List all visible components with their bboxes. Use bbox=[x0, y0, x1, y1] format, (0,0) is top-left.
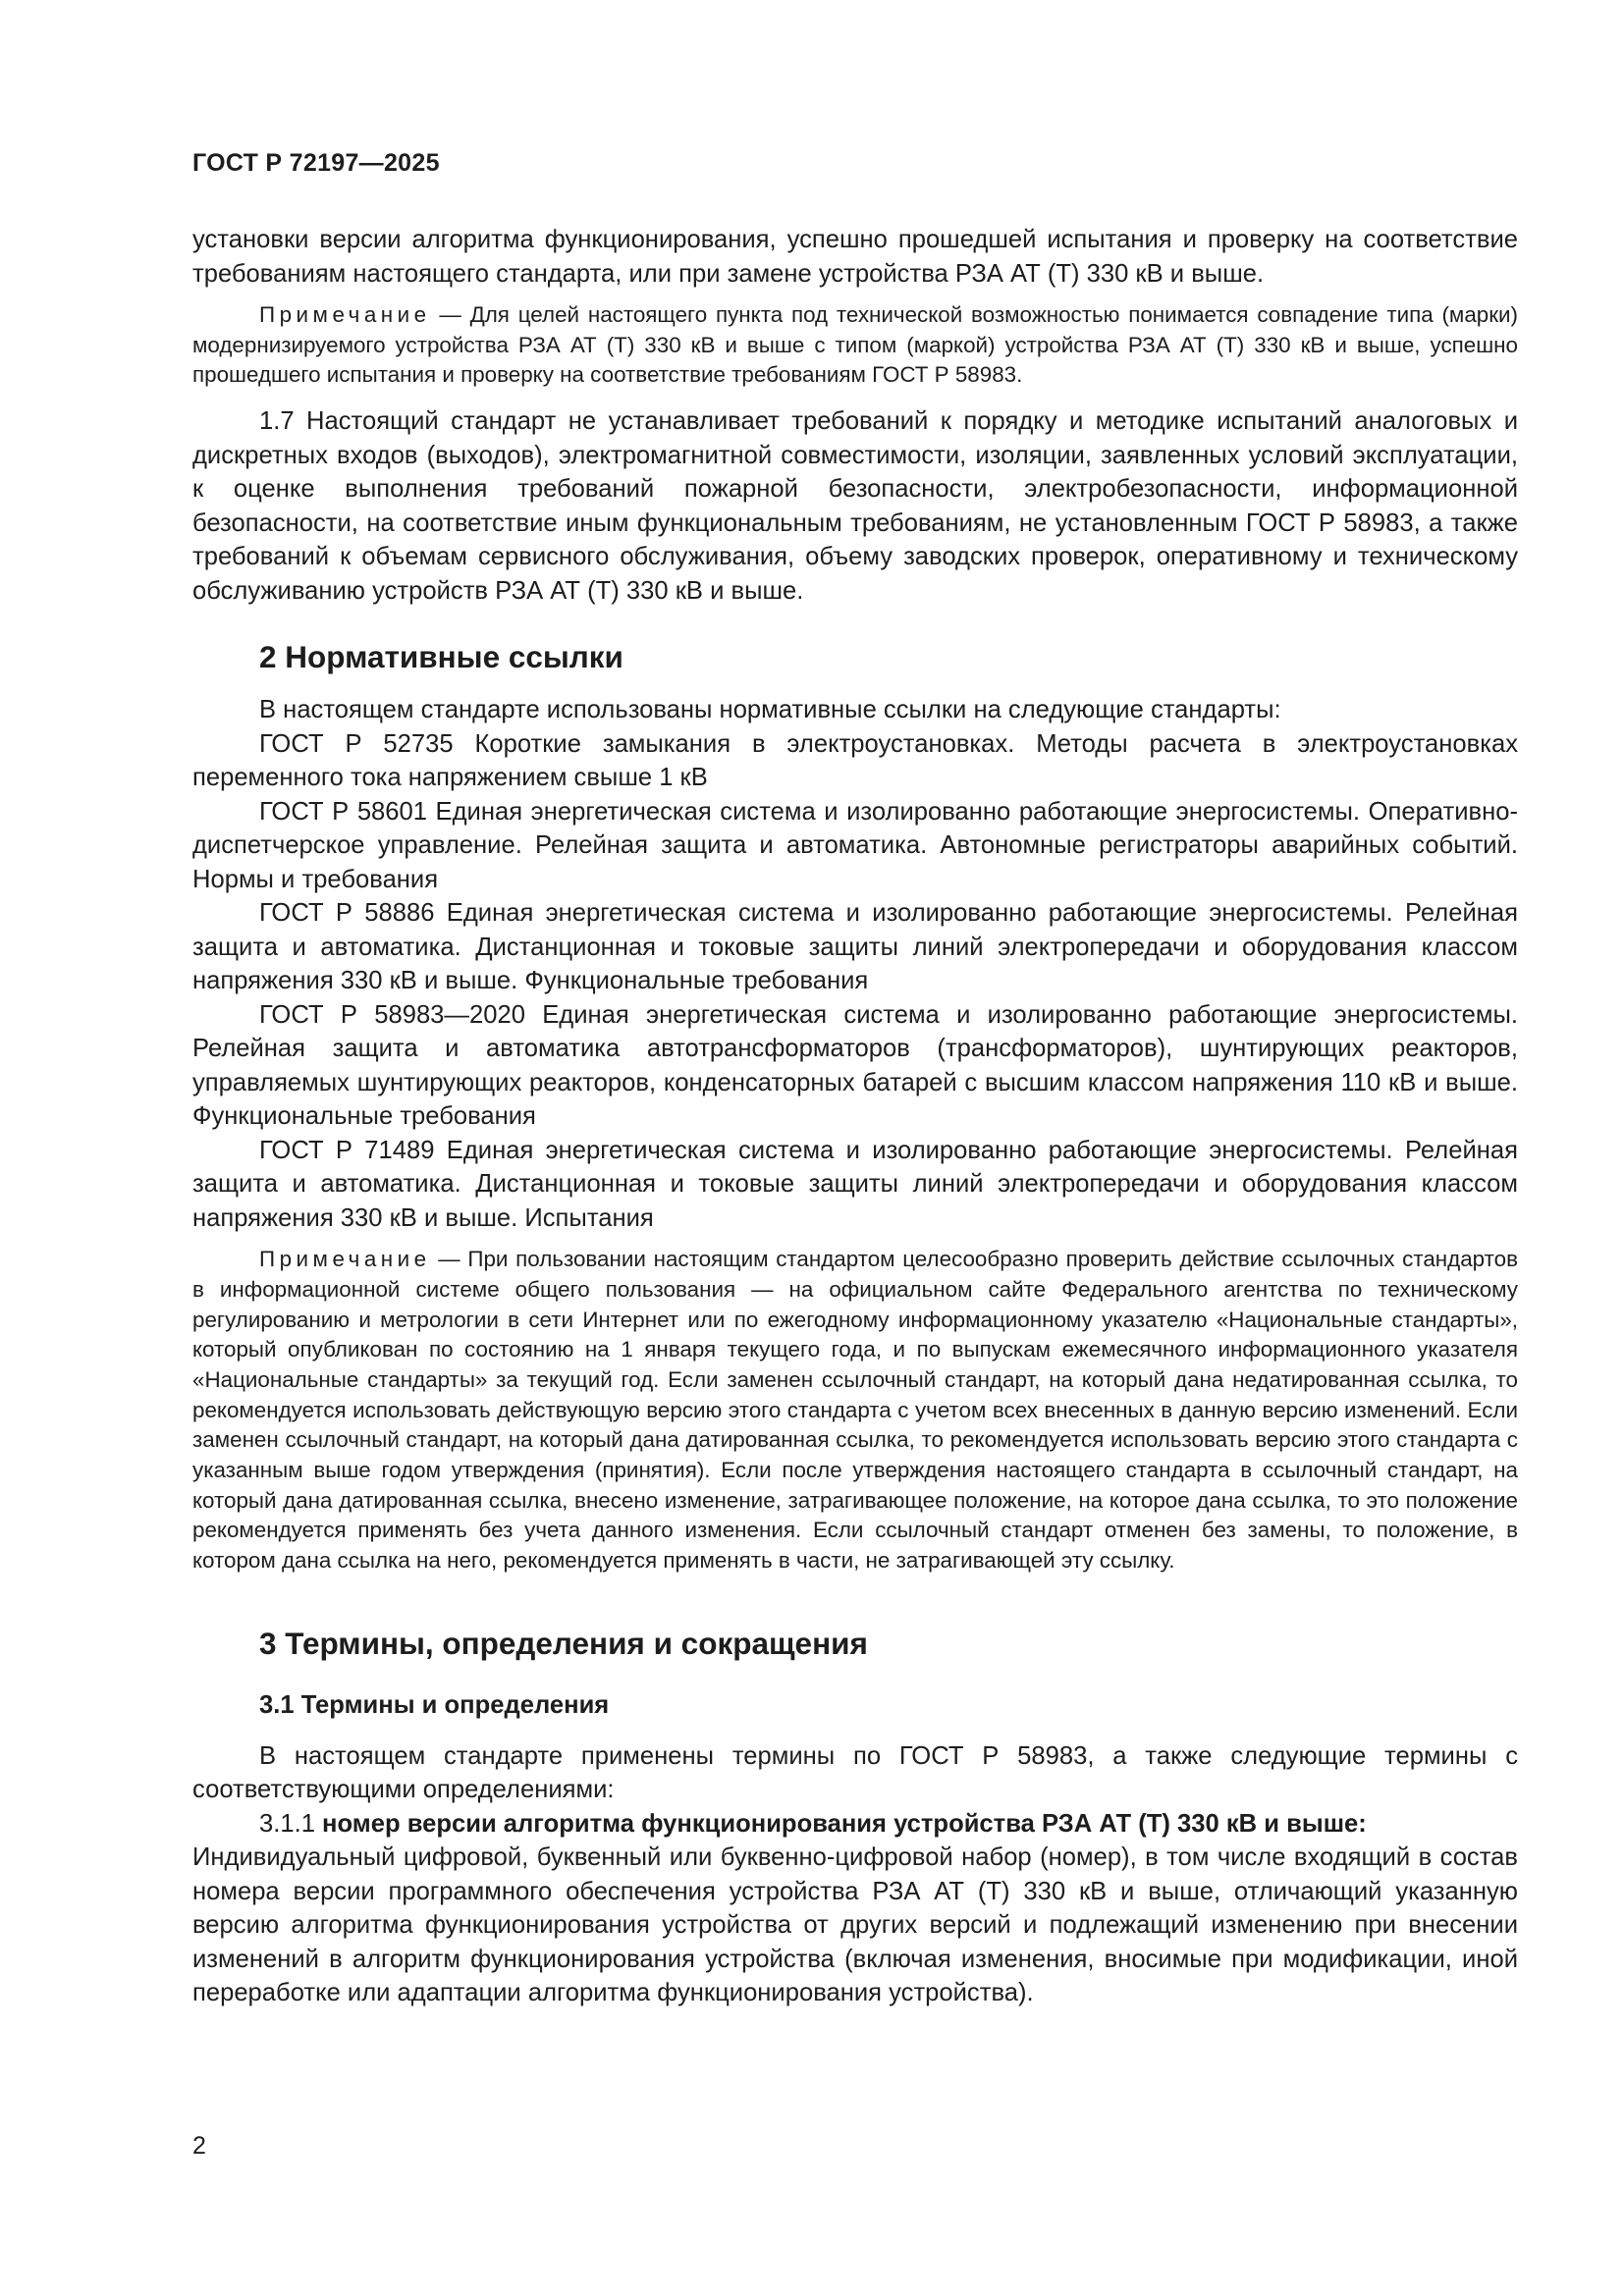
note-label: Примечание bbox=[259, 1247, 431, 1272]
clause-1-7: 1.7 Настоящий стандарт не устанавливает требований к порядку и методике испытаний аналоговых и дискретных входов (выходов), электромагнитной совместимости, изоляции, заявленных условий эксплуатации, к оценке выполнения требований пожарной безопасности, электробезопасности, информационной безопасности, на соответствие иным функциональным требованиям, не установленным ГОСТ Р 58983, а также требований к объемам сервисного обслуживания, объему заводских проверок, оперативному и техническому обслуживанию устройств РЗА АТ (Т) 330 кВ и выше. bbox=[192, 407, 1518, 605]
page-number: 2 bbox=[192, 2132, 206, 2160]
reference-item: ГОСТ Р 58886 Единая энергетическая система и изолированно работающие энергосистемы. Релейная защита и автоматика. Дистанционная и токовые защиты линий электропередачи и оборудования классом напряжения 330 кВ и выше. Функциональные требования bbox=[192, 899, 1518, 995]
reference-item: ГОСТ Р 58983—2020 Единая энергетическая система и изолированно работающие энергосистемы. Релейная защита и автоматика автотрансформаторов (трансформаторов), шунтирующих реакторов, управляемых шунтирующих реакторов, конденсаторных батарей с высшим классом напряжения 110 кВ и выше. Функциональные требования bbox=[192, 1000, 1518, 1131]
term-title: номер версии алгоритма функционирования устройства РЗА АТ (Т) 330 кВ и выше: bbox=[322, 1809, 1367, 1838]
reference-item: ГОСТ Р 52735 Короткие замыкания в электроустановках. Методы расчета в электроустановках переменного тока напряжением свыше 1 кВ bbox=[192, 729, 1518, 792]
section-3-heading: 3 Термины, определения и сокращения bbox=[259, 1625, 868, 1661]
subsection-3-1-heading: 3.1 Термины и определения bbox=[259, 1690, 610, 1719]
page-content bbox=[192, 223, 1518, 2010]
reference-item: ГОСТ Р 58601 Единая энергетическая система и изолированно работающие энергосистемы. Оперативно-диспетчерское управление. Релейная защита и автоматика. Автономные регистраторы аварийных событий. Нормы и требования bbox=[192, 797, 1518, 893]
note-text: — При пользовании настоящим стандартом целесообразно проверить действие ссылочных стандартов в информационной системе общего пользования — на официальном сайте Федерального агентства по техническому регулированию и метрологии в сети Интернет или по ежегодному информационному указателю «Национальные стандарты», который опубликован по состоянию на 1 января текущего года, и по выпускам ежемесячного информационного указателя «Национальные стандарты» за текущий год. Если заменен ссылочный стандарт, на который дана недатированная ссылка, то рекомендуется использовать действующую версию этого стандарта с учетом всех внесенных в данную версию изменений. Если заменен ссылочный стандарт, на который дана датированная ссылка, то рекомендуется использовать версию этого стандарта с указанным выше годом утверждения (принятия). Если после утверждения настоящего стандарта в ссылочный стандарт, на который дана датированная ссылка, внесено изменение, затрагивающее положение, на которое дана ссылка, то это положение рекомендуется применять без учета данного изменения. Если ссылочный стандарт отменен без замены, то положение, в котором дана ссылка на него, рекомендуется применять в части, не затрагивающей эту ссылку. bbox=[192, 1247, 1518, 1574]
term-3-1-1 bbox=[192, 1807, 1518, 2010]
note-2 bbox=[192, 1245, 1518, 1576]
continued-paragraph: установки версии алгоритма функционирования, успешно прошедшей испытания и проверку на соответствие требованиям настоящего стандарта, или при замене устройства РЗА АТ (Т) 330 кВ и выше. bbox=[192, 226, 1518, 288]
term-number: 3.1.1 bbox=[259, 1809, 323, 1838]
section-3-intro: В настоящем стандарте применены термины по ГОСТ Р 58983, а также следующие термины с соответствующими определениями: bbox=[192, 1741, 1518, 1804]
note-text: — Для целей настоящего пункта под технической возможностью понимается совпадение типа (марки) модернизируемого устройства РЗА АТ (Т) 330 кВ и выше с типом (маркой) устройства РЗА АТ (Т) 330 кВ и выше, успешно прошедшего испытания и проверку на соответствие требованиям ГОСТ Р 58983. bbox=[192, 302, 1518, 388]
document-id-header: ГОСТ Р 72197—2025 bbox=[192, 149, 440, 177]
note-1 bbox=[192, 300, 1518, 391]
section-2-intro: В настоящем стандарте использованы нормативные ссылки на следующие стандарты: bbox=[259, 696, 1281, 724]
reference-item: ГОСТ Р 71489 Единая энергетическая система и изолированно работающие энергосистемы. Релейная защита и автоматика. Дистанционная и токовые защиты линий электропередачи и оборудования классом напряжения 330 кВ и выше. Испытания bbox=[192, 1136, 1518, 1232]
section-2-heading: 2 Нормативные ссылки bbox=[259, 639, 623, 675]
term-definition: Индивидуальный цифровой, буквенный или буквенно-цифровой набор (номер), в том числе входящий в состав номера версии программного обеспечения устройства РЗА АТ (Т) 330 кВ и выше, отличающий указанную версию алгоритма функционирования устройства от других версий и подлежащий изменению при внесении изменений в алгоритм функционирования устройства (включая изменения, вносимые при модификации, иной переработке или адаптации алгоритма функционирования устройства). bbox=[192, 1843, 1518, 2007]
note-label: Примечание bbox=[259, 302, 431, 327]
